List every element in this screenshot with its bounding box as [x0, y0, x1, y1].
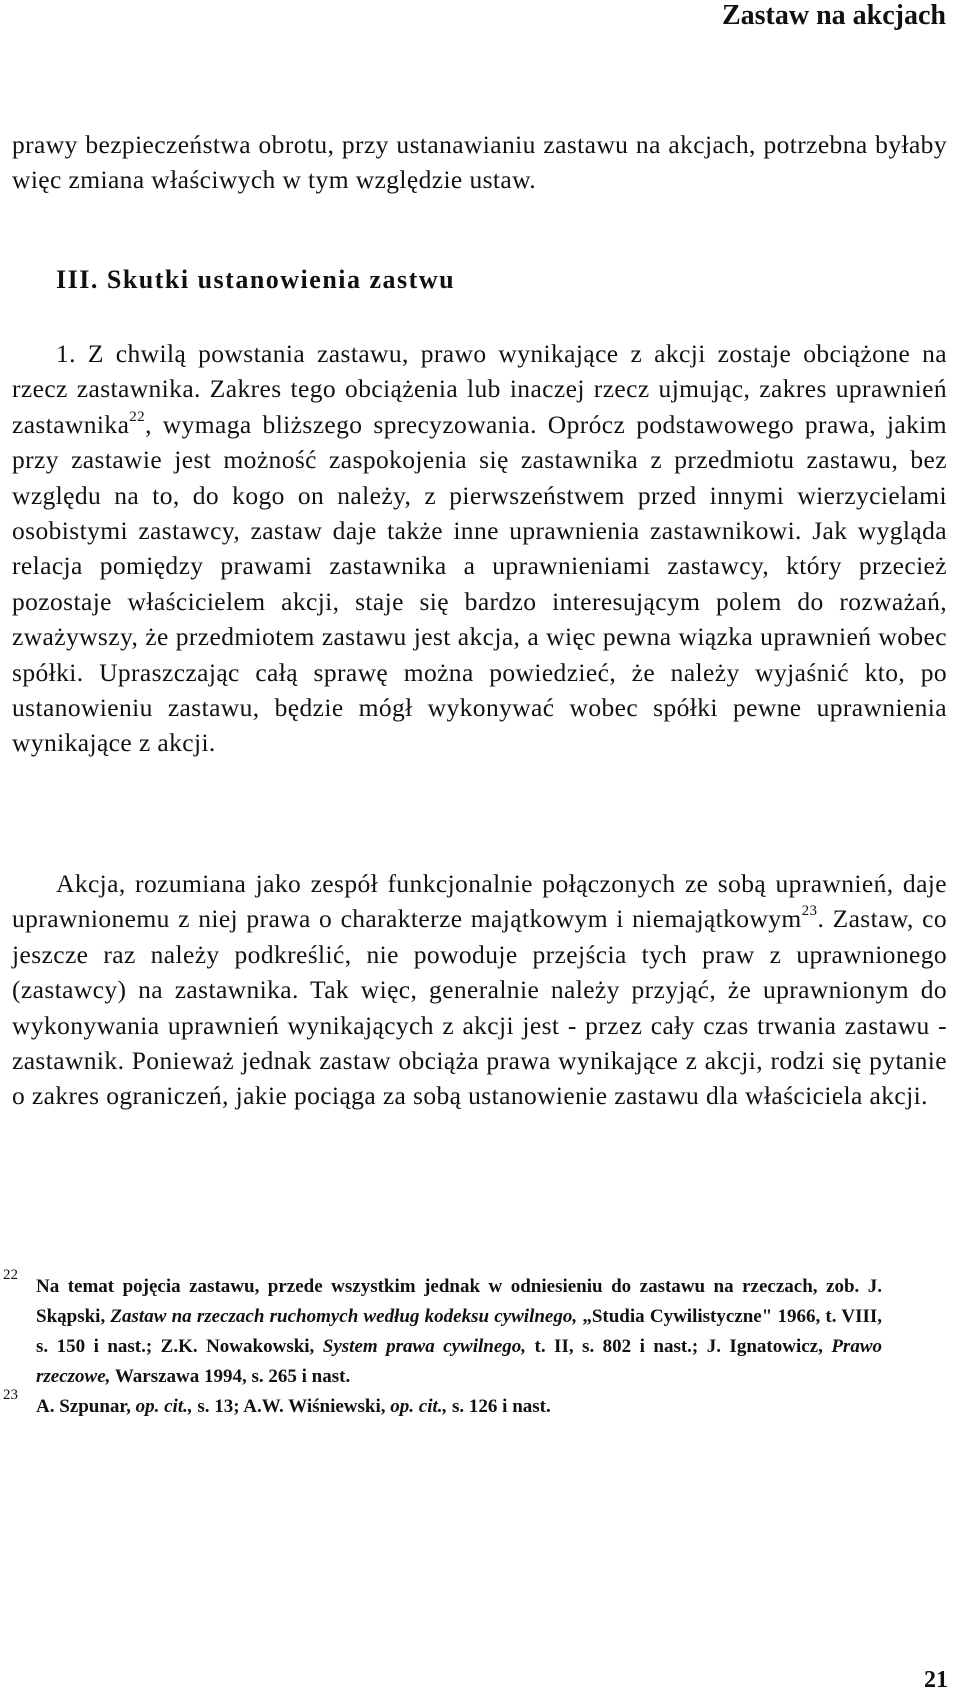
paragraph-continuation [12, 127, 947, 198]
footnote-ref-22[interactable]: 22 [129, 408, 146, 425]
footnote-text: s. 126 i nast. [452, 1396, 551, 1417]
footnote-text: Na temat pojęcia zastawu, przede wszystkim jednak w odniesieniu do zastawu na rzeczach, zob. J. Skąpski, [36, 1276, 882, 1327]
footnote-text: Warszawa 1994, s. 265 i nast. [114, 1366, 351, 1387]
running-header: Zastaw na akcjach [721, 0, 946, 31]
page-number: 21 [924, 1667, 948, 1693]
footnote-number: 23 [3, 1387, 18, 1403]
footnote-text: A. Szpunar, [36, 1396, 131, 1417]
paragraph-2 [12, 866, 947, 1114]
footnote-citation: op. cit., [135, 1396, 193, 1417]
section-heading: III. Skutki ustanowienia zastwu [56, 265, 456, 294]
paragraph-1 [12, 336, 947, 761]
paragraph-text: 1. Z chwilą powstania zastawu, prawo wynikające z akcji zostaje obciążone na rzecz zastawnika. Zakres tego obciążenia lub inaczej rzecz ujmując, zakres uprawnień zastawnika [12, 339, 947, 439]
footnote-ref-23[interactable]: 23 [801, 903, 818, 920]
paragraph-text: prawy bezpieczeństwa obrotu, przy ustanawianiu zastawu na akcjach, potrzebna byłaby więc zmiana właściwych w tym względzie [12, 130, 947, 195]
footnotes [0, 1267, 960, 1422]
paragraph-text: , wymaga bliższego sprecyzowania. Oprócz podstawowego prawa, jakim przy zastawie jest możność zaspokojenia się zastawnika z przedmiotu zastawu, bez względu na to, do kogo on należy, z pierwszeństwem przed innymi wierzycielami osobistymi zastawcy, zastaw daje także inne uprawnienia zastawnikowi. Jak wygląda relacja pomiędzy prawami zastawnika a uprawnieniami zastawcy, który przecież pozostaje właścicielem akcji, staje się bardzo interesującym polem do rozważań, zważywszy, że przedmiotem zastawu jest akcja, a więc pewna wiązka uprawnień wobec spółki. Upraszczając całą sprawę można powiedzieć, że należy wyjaśnić kto, po ustanowieniu zastawu, będzie mógł wykonywać wobec spółki pewne uprawnienia wynikające z akcji. [12, 409, 947, 758]
footnote-text: t. II, s. 802 i nast.; J. Ignatowicz, [534, 1336, 823, 1357]
footnote-22 [0, 1267, 883, 1392]
footnote-number: 22 [3, 1267, 18, 1283]
footnote-text: s. 13; A.W. Wiśniewski, [197, 1396, 386, 1417]
footnote-text: „Studia Cywilistyczne" 1966, t. VIII, s. 150 i nast.; Z.K. Nowakowski, [36, 1306, 883, 1357]
footnote-title: Prawo rzeczowe, [36, 1336, 882, 1387]
footnote-23 [0, 1387, 882, 1422]
paragraph-text-tail: ustaw. [469, 165, 537, 195]
paragraph-text: . Zastaw, co jeszcze raz należy podkreślić, nie powoduje przejścia tych praw z uprawnionego (zastawcy) na zastawnika. Tak więc, generalnie należy przyjąć, że uprawnionym do wykonywania uprawnień wynikających z akcji jest - przez cały czas trwania zastawu - zastawnik. Ponieważ jednak zastaw obciąża prawa wynikające z akcji, rodzi się pytanie o zakres ograniczeń, jakie pociąga za sobą ustanowienie zastawu dla właściciela akcji. [12, 904, 947, 1111]
footnote-title: Zastaw na rzeczach ruchomych według kodeksu cywilnego, [110, 1306, 578, 1327]
footnote-citation: op. cit., [390, 1396, 448, 1417]
footnote-title: System prawa cywilnego, [322, 1336, 527, 1357]
paragraph-text: Akcja, rozumiana jako zespół funkcjonalnie połączonych ze sobą uprawnień, daje uprawnionemu z niej prawa o charakterze majątkowym i niemajątkowym [12, 869, 947, 934]
